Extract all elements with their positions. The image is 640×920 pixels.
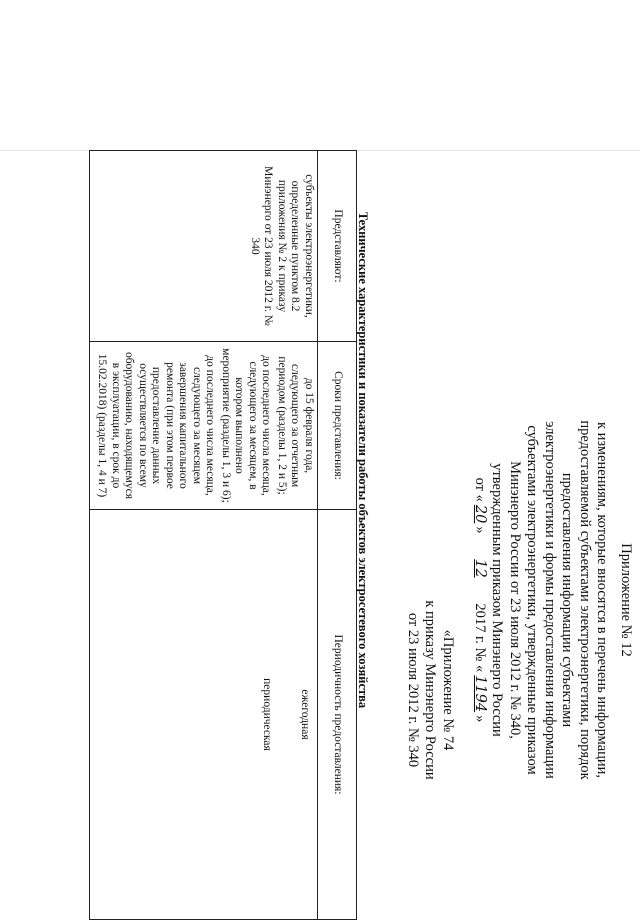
table-title: Технические характеристики и показатели работы объектов электросетевого хозяйства xyxy=(356,211,370,709)
appendix-line: Минэнерго России от 23 июля 2012 г. № 340, xyxy=(507,461,523,739)
sub-appendix-line: к приказу Минэнерго России xyxy=(422,600,439,780)
term-item: до 15 февраля года, следующего за отчетным периодом (разделы 1, 2 и 5); xyxy=(276,356,315,495)
table-header-row xyxy=(318,151,357,920)
appendix-line: предоставления информации субъектами xyxy=(559,472,576,728)
appendix-line: электроэнергетики и формы предоставления информации xyxy=(542,421,558,779)
periodicity-periodic: периодическая xyxy=(261,678,273,751)
term-item: до последнего числа месяца, следующего за месяцем завершения капитального ремонта (при этом первое предоставление данных осуществляется по всему оборудованию, находящемуся в эксплуатации, в срок до 15.02.2018) (разделы 1, 4 и 7) xyxy=(96,351,217,500)
sub-appendix-line: от 23 июля 2012 г. № 340 xyxy=(405,612,421,768)
appendix-line: предоставляемой субъектами электроэнергетики, порядок xyxy=(577,420,593,780)
term-item: до последнего числа месяца, следующего за месяцем, в котором выполнено мероприятие (разделы 1, 3 и 6); xyxy=(220,348,273,503)
appendix-title: Приложение № 12 xyxy=(618,543,634,657)
date-year: 2017 г. № « xyxy=(472,603,488,673)
periodicity-cell xyxy=(90,510,318,920)
terms-cell xyxy=(90,342,318,510)
characteristics-table xyxy=(89,150,357,920)
sub-appendix-header xyxy=(404,560,457,820)
appendix-line: утвержденным приказом Минэнерго России xyxy=(489,463,506,737)
appendix-line: субъектами электроэнергетики, утвержденные приказом xyxy=(524,425,541,775)
header-periodicity: Периодичность предоставления: xyxy=(318,510,357,920)
handwritten-month: 12 xyxy=(472,559,488,578)
date-end: » xyxy=(472,715,488,723)
header-terms: Сроки представления: xyxy=(318,342,357,510)
providers-cell: субъекты электроэнергетики, определенные пунктом 8.2 приложения № 2 к приказу Минэнерго от 23 июля 2012 г. № 340 xyxy=(90,151,318,342)
table-row xyxy=(90,151,318,920)
order-date-line xyxy=(471,380,489,820)
handwritten-day: 20 xyxy=(472,504,488,524)
header-providers: Представляют: xyxy=(318,151,357,342)
periodicity-annual: ежегодная xyxy=(299,689,311,740)
handwritten-order-number: 1194 xyxy=(472,675,488,713)
date-mid: » xyxy=(472,526,488,534)
appendix-line: к изменениям, которые вносятся в перечень информации, xyxy=(594,421,611,779)
sub-appendix-title: «Приложение № 74 xyxy=(440,629,456,751)
date-prefix: от « xyxy=(472,477,488,502)
appendix-header xyxy=(471,380,635,820)
